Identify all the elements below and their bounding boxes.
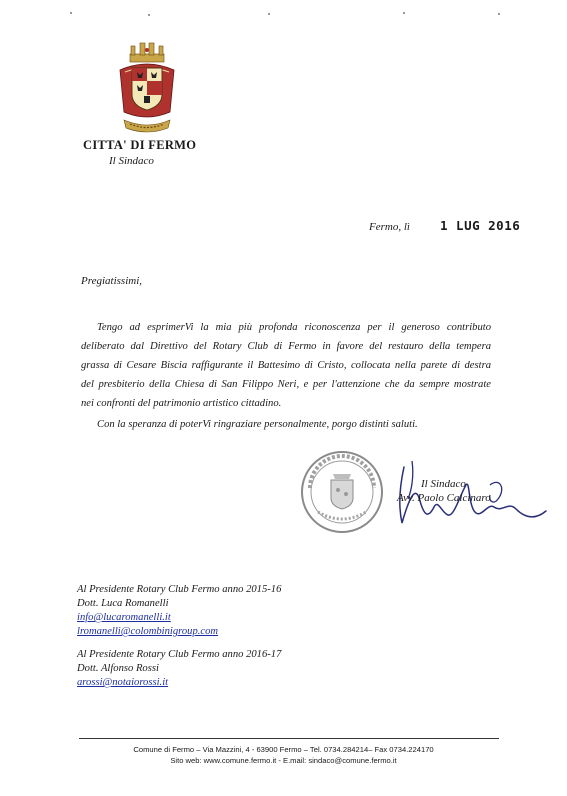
recipient-email-link[interactable]: arossi@notaiorossi.it bbox=[77, 677, 169, 688]
recipient-role: Al Presidente Rotary Club Fermo anno 2016-17 bbox=[77, 649, 282, 660]
signatory-name: Avv. Paolo Calcinaro bbox=[397, 492, 491, 504]
recipient-role: Al Presidente Rotary Club Fermo anno 2015-16 bbox=[77, 584, 282, 595]
body-line: del presbiterio della Chiesa di San Filippo Neri, e per l'attenzione che da sempre mostrate bbox=[81, 379, 491, 390]
salutation: Pregiatissimi, bbox=[81, 275, 143, 287]
footer-contacts: Sito web: www.comune.fermo.it - E.mail: sindaco@comune.fermo.it bbox=[170, 756, 397, 765]
body-line: deliberato dal Direttivo del Rotary Club di Fermo in favore del restauro della tempera bbox=[81, 341, 491, 352]
recipient-name: Dott. Luca Romanelli bbox=[77, 598, 169, 609]
scan-artifact bbox=[403, 12, 405, 14]
closing-paragraph: Con la speranza di poterVi ringraziare personalmente, porgo distinti saluti. bbox=[97, 419, 418, 430]
scan-artifact bbox=[498, 13, 500, 15]
recipient-name: Dott. Alfonso Rossi bbox=[77, 663, 159, 674]
recipient-email-link[interactable]: lromanelli@colombinigroup.com bbox=[77, 626, 219, 637]
scan-artifact bbox=[148, 14, 150, 16]
recipient-email-link[interactable]: info@lucaromanelli.it bbox=[77, 612, 171, 623]
body-line: Tengo ad esprimerVi la mia più profonda riconoscenza per il generoso contributo bbox=[97, 322, 491, 333]
dateline-place: Fermo, lì bbox=[369, 221, 410, 233]
scan-artifact bbox=[70, 12, 72, 14]
footer-divider bbox=[79, 738, 499, 739]
footer-address: Comune di Fermo – Via Mazzini, 4 - 63900 Fermo – Tel. 0734.284214– Fax 0734.224170 bbox=[133, 745, 434, 754]
body-line: nei confronti del patrimonio artistico cittadino. bbox=[81, 398, 282, 409]
city-crest-icon bbox=[116, 40, 178, 138]
office-title: Il Sindaco bbox=[109, 155, 154, 167]
municipal-seal-icon bbox=[298, 448, 386, 536]
signatory-title: Il Sindaco bbox=[421, 478, 466, 490]
city-name: CITTA' DI FERMO bbox=[83, 138, 197, 152]
stamped-date: 1 LUG 2016 bbox=[440, 218, 521, 233]
body-line: grassa di Cesare Biscia raffigurante il Battesimo di Cristo, collocata nella parete di destra bbox=[81, 360, 491, 371]
scan-artifact bbox=[268, 13, 270, 15]
